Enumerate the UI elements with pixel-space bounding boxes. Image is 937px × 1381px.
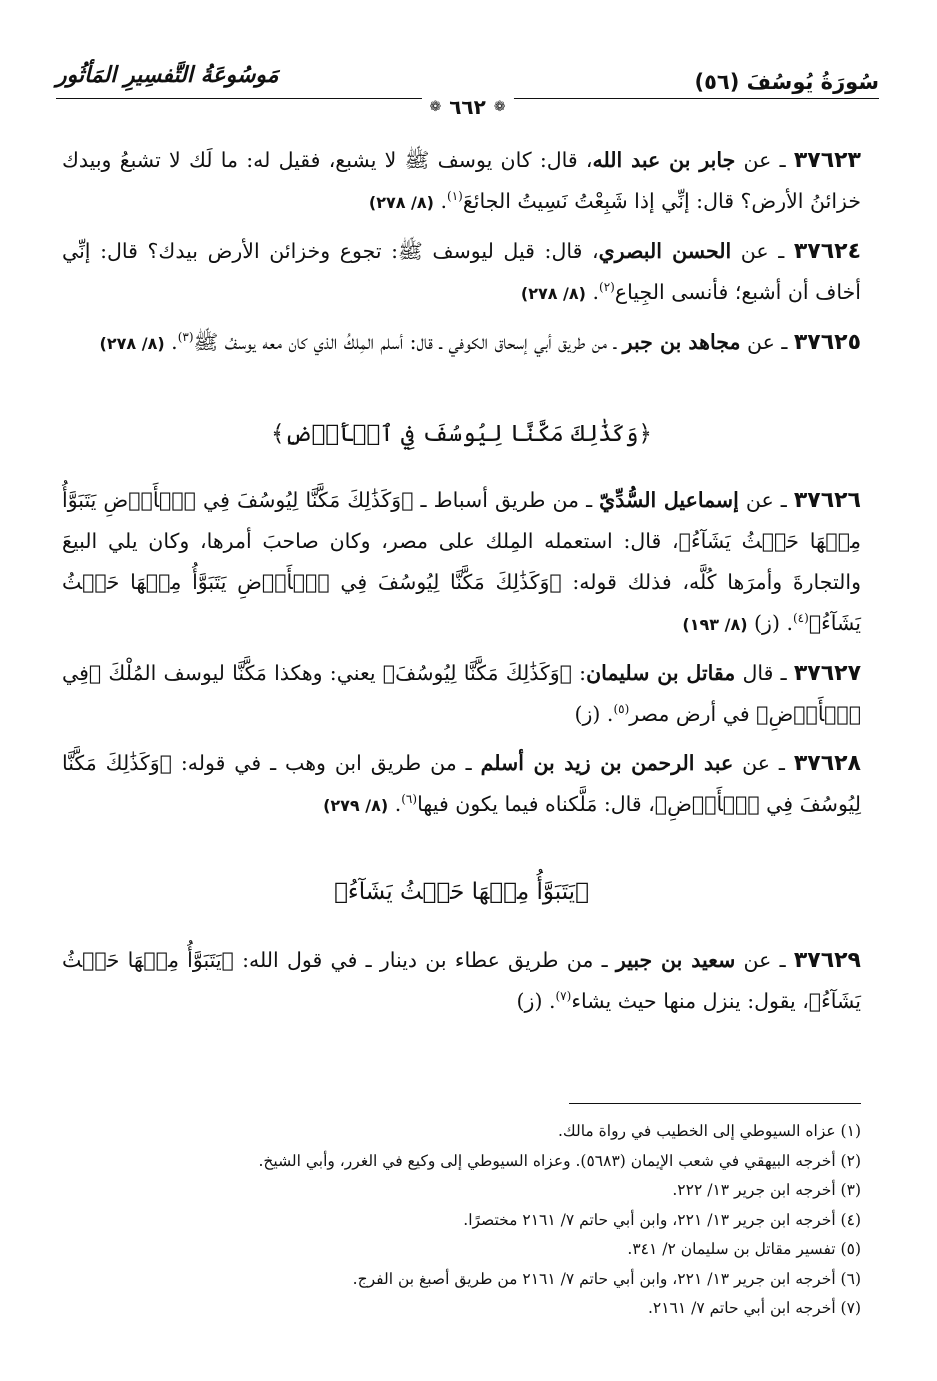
- narration-entry: [62, 140, 861, 223]
- entry-prefix: ـ عن: [735, 148, 794, 172]
- main-text: [62, 140, 861, 1030]
- narration-entry: [62, 653, 861, 735]
- entry-prefix: ـ قال: [735, 661, 794, 685]
- footnote-marker: (٢): [599, 280, 615, 295]
- surah-title: سُورَةُ يُوسُفَ (٥٦): [694, 70, 879, 94]
- footnote-marker: (٣): [177, 330, 194, 345]
- volume-reference: (٨/ ١٩٣): [682, 615, 748, 634]
- volume-reference: (٨/ ٢٧٨): [99, 334, 165, 353]
- entry-tail: .: [164, 330, 178, 354]
- footnote-marker: (٧): [555, 989, 572, 1004]
- footnote-marker: (١): [447, 189, 463, 204]
- entry-text: ـ من طريق أبي إسحاق الكوفي ـ قال: أسلم المِلكُ الذي كان معه يوسفُ ﷺ: [193, 330, 623, 354]
- spacer: [62, 912, 861, 940]
- footnote: (٥) تفسير مقاتل بن سليمان ٢/ ٣٤١.: [627, 1240, 861, 1258]
- narrator-name: جابر بن عبد الله: [592, 148, 736, 172]
- page-header: [56, 62, 879, 124]
- entry-number: ٣٧٦٢٦: [793, 488, 861, 513]
- ornament-icon: ❁: [493, 99, 506, 115]
- spacer: [62, 454, 861, 480]
- entry-number: ٣٧٦٢٨: [793, 751, 861, 776]
- entry-text: ـ من طريق عطاء بن دينار ـ في قول الله: ﴿يَتَبَوَّأُ مِنۡهَا حَيۡثُ يَشَآءُ﴾، يقول: ينزل منها حيث يشاء: [62, 948, 861, 1013]
- spacer: [62, 834, 861, 872]
- footnote: (٤) أخرجه ابن جرير ١٣/ ٢٢١، وابن أبي حاتم ٧/ ٢١٦١ مختصرًا.: [463, 1210, 861, 1229]
- entry-number: ٣٧٦٢٣: [793, 148, 861, 173]
- footnote: (٧) أخرجه ابن أبي حاتم ٧/ ٢١٦١.: [647, 1299, 861, 1317]
- volume-reference: (٨/ ٢٧٩): [323, 796, 389, 815]
- entry-text: : ﴿وَكَذَٰلِكَ مَكَّنَّا لِيُوسُفَ﴾ يعني: وهكذا مَكَّنَّا ليوسف المُلْكَ ﴿فِي ٱلۡأَرۡضِ﴾ في أرض مصر: [62, 661, 861, 726]
- book-title: مَوسُوعَةُ التَّفسِيرِ المَأثُور: [56, 62, 279, 88]
- entry-tail: . (ز): [516, 989, 556, 1013]
- narrator-name: عبد الرحمن بن زيد بن أسلم: [480, 751, 734, 775]
- entry-tail: .: [433, 189, 448, 213]
- narrator-name: سعيد بن جبير: [615, 948, 736, 972]
- entry-number: ٣٧٦٢٥: [793, 330, 861, 355]
- entry-prefix: ـ عن: [731, 239, 794, 263]
- page-number: ٦٦٢: [449, 95, 486, 119]
- narrator-name: إسماعيل السُّدِّيّ: [599, 488, 739, 512]
- narration-entry: [62, 231, 861, 314]
- narrator-name: الحسن البصري: [598, 239, 732, 263]
- volume-reference: (٨/ ٢٧٨): [368, 193, 434, 212]
- entry-tail: .: [388, 792, 402, 816]
- narrator-name: مقاتل بن سليمان: [586, 661, 736, 685]
- verse-heading: ﴿وَكَذَٰلِكَ مَكَّنَّا لِيُوسُفَ فِي ٱلۡأَرۡضِ﴾: [271, 421, 652, 447]
- ornament-icon: ❁: [429, 99, 442, 115]
- entry-text: ـ من طريق أسباط ـ ﴿وَكَذَٰلِكَ مَكَّنَّا لِيُوسُفَ فِي ٱلۡأَرۡضِ يَتَبَوَّأُ مِنۡهَا حَيۡثُ يَشَآءُ﴾، قال: استعمله المِلك على مصر، وكان صاحبَ أمرها، وكان يلي البيعَ والتجارةَ وأمرَها كُلَّه، فذلك قوله: ﴿وَكَذَٰلِكَ مَكَّنَّا لِيُوسُفَ فِي ٱلۡأَرۡضِ يَتَبَوَّأُ مِنۡهَا حَيۡثُ يَشَآءُ﴾: [62, 488, 861, 635]
- narration-entry: [62, 940, 861, 1022]
- entry-prefix: ـ عن: [738, 488, 794, 512]
- entry-prefix: ـ عن: [733, 751, 794, 775]
- entry-number: ٣٧٦٢٤: [793, 239, 861, 264]
- entry-number: ٣٧٦٢٧: [793, 661, 861, 686]
- footnote-rule: [569, 1103, 861, 1104]
- verse-heading: ﴿يَتَبَوَّأُ مِنۡهَا حَيۡثُ يَشَآءُ﴾: [334, 879, 589, 905]
- footnote-marker: (٦): [401, 792, 418, 807]
- footnote: (٦) أخرجه ابن جرير ١٣/ ٢٢١، وابن أبي حاتم ٧/ ٢١٦١ من طريق أصبغ بن الفرج.: [352, 1269, 861, 1288]
- entry-prefix: ـ عن: [735, 948, 794, 972]
- entry-text: ، قال: كان يوسف ﷺ لا يشبع، فقيل له: ما لَك لا تشبعُ وبيدك خزائنُ الأرض؟ قال: إنِّي إذا شَبِعْتُ نَسِيتُ الجائعَ: [62, 148, 861, 213]
- footnote: (٣) أخرجه ابن جرير ١٣/ ٢٢٢.: [672, 1181, 861, 1199]
- narrator-name: مجاهد بن جبر: [622, 330, 741, 354]
- narration-entry: [62, 322, 861, 364]
- entry-prefix: ـ عن: [740, 330, 794, 354]
- spacer: [62, 372, 861, 414]
- entry-tail: . (ز): [574, 702, 614, 726]
- footnote-marker: (٤): [792, 611, 809, 626]
- volume-reference: (٨/ ٢٧٨): [520, 284, 586, 303]
- entry-number: ٣٧٦٢٩: [793, 948, 861, 973]
- entry-text: ـ من طريق ابن وهب ـ في قوله: ﴿وَكَذَٰلِكَ مَكَّنَّا لِيُوسُفَ فِي ٱلۡأَرۡضِ﴾، قال: مَلَّكناه فيما يكون فيها: [62, 751, 861, 816]
- entry-tail: . (ز): [747, 611, 793, 635]
- page-number-box: [421, 95, 513, 119]
- narration-entry: [62, 480, 861, 645]
- footnote-marker: (٥): [613, 702, 630, 717]
- entry-tail: .: [585, 280, 600, 304]
- footnotes: [62, 1117, 861, 1324]
- narration-entry: [62, 743, 861, 826]
- footnote: (٢) أخرجه البيهقي في شعب الإيمان (٥٦٨٣). وعزاه السيوطي إلى وكيع في الغرر، وأبي الشيخ.: [258, 1151, 861, 1170]
- entry-text: ، قال: قيل ليوسف ﷺ: تجوع وخزائن الأرض بيدك؟ قال: إنِّي أخاف أن أشبع؛ فأنسى الجِياع: [62, 239, 861, 304]
- footnote: (١) عزاه السيوطي إلى الخطيب في رواة مالك.: [557, 1122, 861, 1140]
